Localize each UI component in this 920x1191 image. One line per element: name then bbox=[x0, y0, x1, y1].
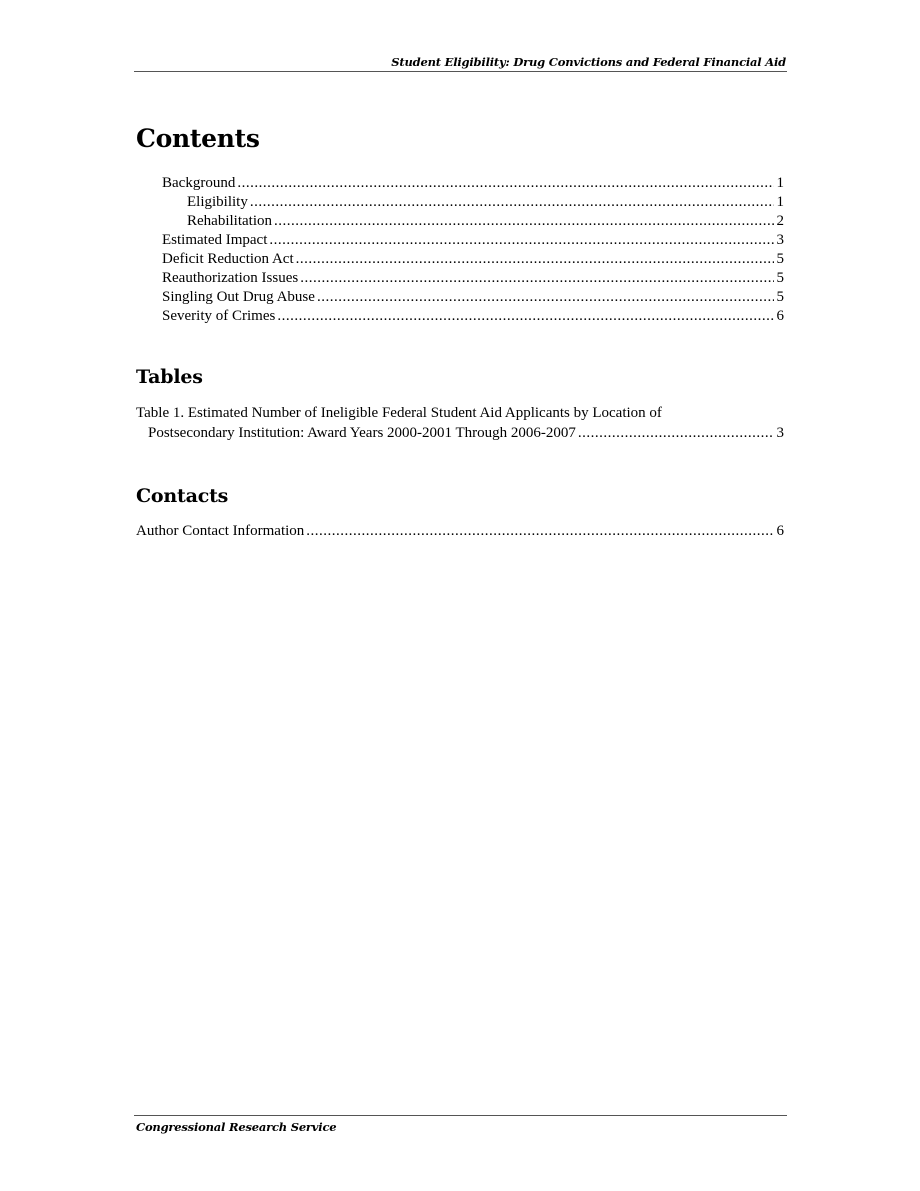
toc-entry-reauthorization-issues[interactable] bbox=[136, 269, 784, 288]
toc-entry-background[interactable] bbox=[136, 174, 784, 193]
toc-entry-deficit-reduction-act[interactable] bbox=[136, 250, 784, 269]
dot-leader bbox=[274, 212, 774, 231]
toc-entry-label: Reauthorization Issues bbox=[162, 270, 299, 286]
footer-rule bbox=[134, 1115, 787, 1116]
toc-entry-label: Deficit Reduction Act bbox=[162, 251, 294, 267]
tables-list bbox=[136, 403, 784, 443]
dot-leader bbox=[237, 174, 773, 193]
toc-entry-label: Table 1. Estimated Number of Ineligible Federal Student Aid Applicants by Location of bbox=[136, 405, 662, 421]
tables-heading: Tables bbox=[136, 366, 203, 388]
toc-page-number: 3 bbox=[776, 425, 784, 441]
toc-entry-eligibility[interactable] bbox=[136, 193, 784, 212]
contacts-list bbox=[136, 522, 784, 541]
dot-leader bbox=[317, 288, 774, 307]
toc-entry-singling-out-drug-abuse[interactable] bbox=[136, 288, 784, 307]
dot-leader bbox=[250, 193, 774, 212]
toc-entry-label-continued: Postsecondary Institution: Award Years 2000-2001 Through 2006-2007 bbox=[148, 425, 576, 441]
dot-leader bbox=[300, 269, 773, 288]
toc-entry-author-contact-information[interactable] bbox=[136, 522, 784, 541]
toc-page-number: 2 bbox=[776, 213, 784, 229]
dot-leader bbox=[296, 250, 774, 269]
contents-heading: Contents bbox=[136, 124, 260, 153]
toc-entry-continuation bbox=[136, 423, 784, 443]
toc-entry-label: Background bbox=[162, 175, 236, 191]
toc-entry-rehabilitation[interactable] bbox=[136, 212, 784, 231]
dot-leader bbox=[277, 307, 773, 326]
contacts-heading: Contacts bbox=[136, 485, 229, 507]
toc-page-number: 5 bbox=[776, 251, 784, 267]
running-footer: Congressional Research Service bbox=[136, 1120, 337, 1134]
toc-entry-label: Rehabilitation bbox=[187, 213, 272, 229]
toc-entry-label: Singling Out Drug Abuse bbox=[162, 289, 315, 305]
dot-leader bbox=[269, 231, 773, 250]
toc-entry-estimated-impact[interactable] bbox=[136, 231, 784, 250]
dot-leader bbox=[306, 522, 773, 541]
toc-entry-severity-of-crimes[interactable] bbox=[136, 307, 784, 326]
toc-page-number: 6 bbox=[776, 308, 784, 324]
toc-page-number: 1 bbox=[776, 194, 784, 210]
contents-list bbox=[136, 174, 784, 326]
toc-page-number: 6 bbox=[776, 523, 784, 539]
toc-entry-label: Estimated Impact bbox=[162, 232, 268, 248]
header-rule bbox=[134, 71, 787, 72]
toc-page-number: 1 bbox=[776, 175, 784, 191]
toc-entry-label: Author Contact Information bbox=[136, 523, 305, 539]
toc-entry-label: Eligibility bbox=[187, 194, 248, 210]
toc-page-number: 5 bbox=[776, 289, 784, 305]
toc-page-number: 5 bbox=[776, 270, 784, 286]
toc-page-number: 3 bbox=[776, 232, 784, 248]
running-header: Student Eligibility: Drug Convictions and Federal Financial Aid bbox=[391, 55, 786, 69]
toc-entry-table-1[interactable] bbox=[136, 403, 784, 443]
toc-entry-label: Severity of Crimes bbox=[162, 308, 276, 324]
dot-leader bbox=[578, 423, 774, 443]
